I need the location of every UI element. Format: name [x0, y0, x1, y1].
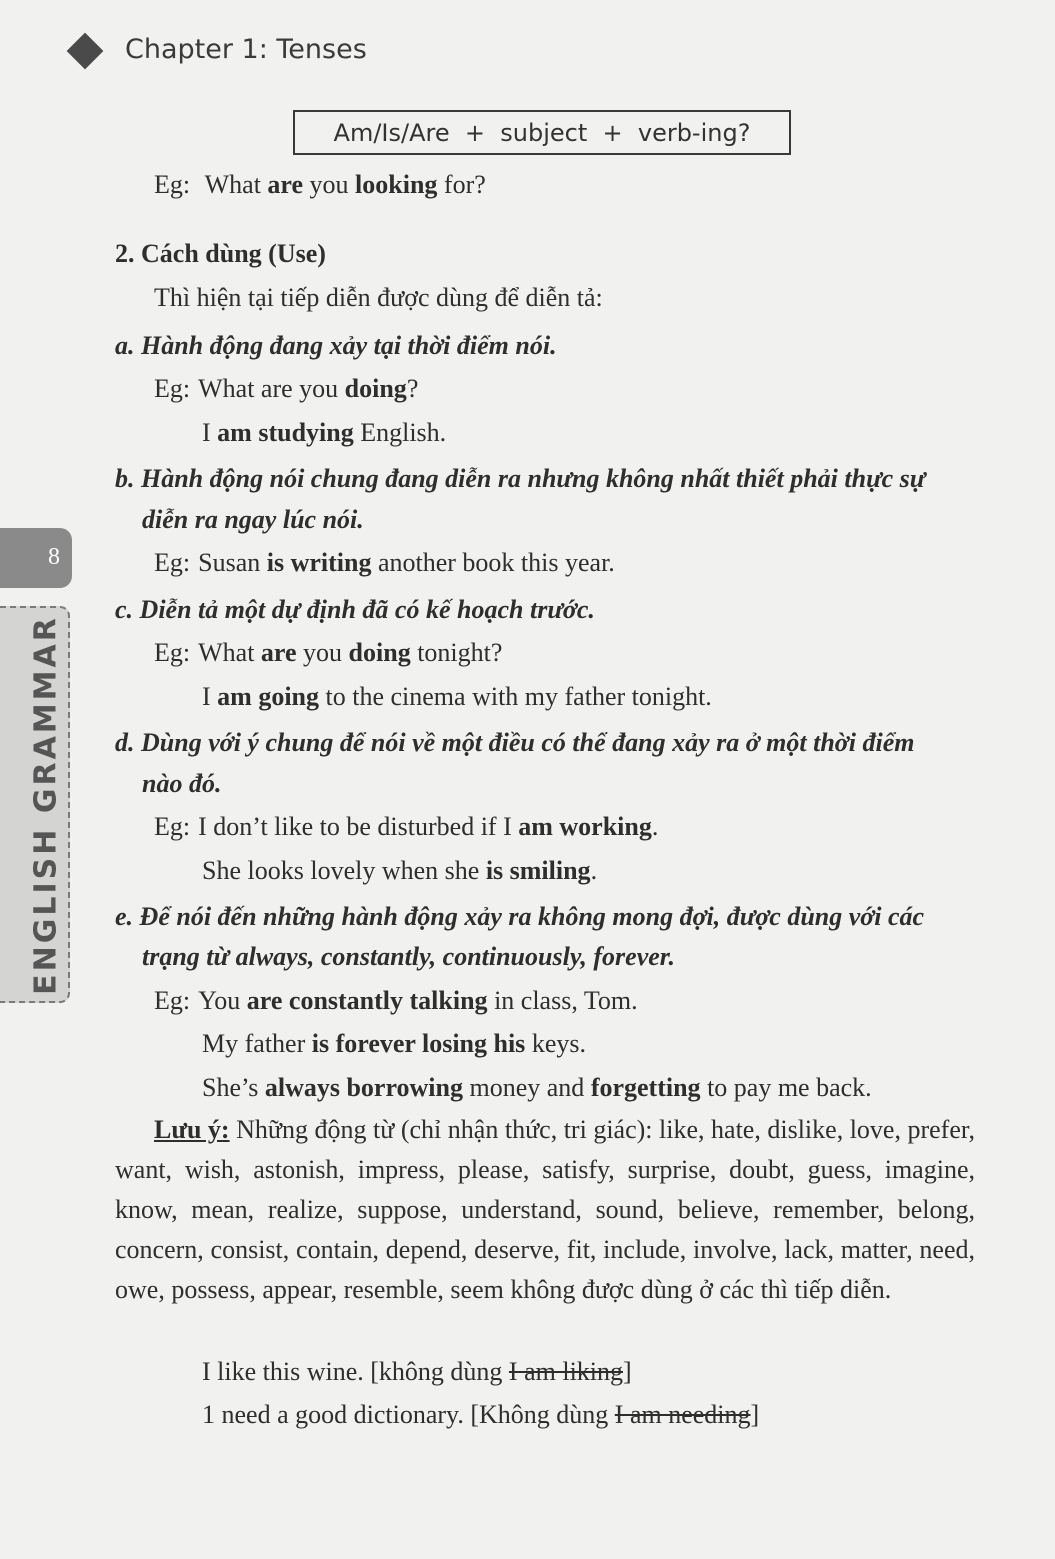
example-text: What are you	[198, 374, 345, 403]
example-text: money and	[463, 1073, 591, 1102]
example-bold: am going	[217, 682, 320, 711]
note-label: Lưu ý:	[154, 1115, 230, 1144]
example-text: You	[198, 986, 247, 1015]
example-bold: are	[260, 638, 297, 667]
formula-box	[293, 110, 791, 155]
eg-label: Eg:	[154, 374, 191, 403]
chapter-title: Chapter 1: Tenses	[125, 34, 367, 65]
eg-label: Eg:	[154, 986, 191, 1015]
note-paragraph	[115, 1110, 975, 1310]
example-bold: doing	[344, 374, 407, 403]
example-text: you	[303, 170, 356, 199]
use-b-example-1	[154, 548, 615, 578]
use-a-example-1	[154, 374, 418, 404]
example-text: ?	[406, 374, 419, 403]
use-b-title-line2: diễn ra ngay lúc nói.	[142, 505, 364, 534]
eg-label: Eg:	[154, 170, 191, 199]
example-bold: am studying	[217, 418, 354, 447]
use-e-example-3	[202, 1073, 872, 1103]
example-text: English.	[353, 418, 447, 447]
eg-label: Eg:	[154, 548, 191, 577]
example-text: in class, Tom.	[487, 986, 638, 1015]
example-bold: forgetting	[590, 1073, 701, 1102]
struck-text: I am liking	[508, 1357, 624, 1386]
use-a-title: a. Hành động đang xảy tại thời điểm nói.	[115, 331, 557, 360]
example-bold: looking	[355, 170, 438, 199]
formula-text: Am/Is/Are + subject + verb-ing?	[333, 118, 751, 147]
example-bold: is forever losing his	[311, 1029, 526, 1058]
use-d-example-2	[202, 856, 597, 886]
use-d-title-line1: d. Dùng với ý chung để nói về một điều có thể đang xảy ra ở một thời điểm	[115, 728, 915, 757]
example-text: I	[202, 682, 218, 711]
section-heading: 2. Cách dùng (Use)	[115, 239, 326, 268]
example-text: to the cinema with my father tonight.	[319, 682, 712, 711]
example-text: What	[204, 170, 268, 199]
use-d-example-1	[154, 812, 658, 842]
example-bold: are	[267, 170, 304, 199]
use-e-title-line2: trạng từ always, constantly, continuously, forever.	[142, 942, 675, 971]
example-text: Susan	[198, 548, 267, 577]
example-text: ]	[750, 1400, 760, 1429]
use-e-example-2	[202, 1029, 586, 1059]
page-number-tab	[0, 528, 72, 588]
example-text: for?	[437, 170, 486, 199]
example-text: My father	[202, 1029, 312, 1058]
example-bold: is smiling	[485, 856, 591, 885]
note-text: Những động từ (chỉ nhận thức, tri giác): like, hate, dislike, love, prefer, want, wish, astonish, impress, please, satisfy, surprise, doubt, guess, imagine, know, mean, realize, suppose, understand, sound, believe, remember, belong, concern, consist, contain, depend, deserve, fit, include, involve, lack, matter, need, owe, possess, appear, resemble, seem không được dùng ở các thì tiếp diễn.	[115, 1115, 976, 1304]
example-text: you	[296, 638, 349, 667]
example-text: I like this wine. [không dùng	[202, 1357, 509, 1386]
page-number: 8	[48, 544, 60, 570]
use-c-example-1	[154, 638, 502, 668]
example-text: I	[202, 418, 218, 447]
example-text: 1 need a good dictionary. [Không dùng	[202, 1400, 615, 1429]
example-text: What	[198, 638, 261, 667]
note-example-2	[202, 1400, 759, 1430]
use-d-title-line2: nào đó.	[142, 769, 222, 798]
use-c-title: c. Diễn tả một dự định đã có kế hoạch trước.	[115, 595, 595, 624]
example-text: another book this year.	[371, 548, 615, 577]
example-question	[154, 170, 486, 200]
example-text: I don’t like to be disturbed if I	[198, 812, 519, 841]
struck-text: I am needing	[614, 1400, 751, 1429]
use-c-example-2	[202, 682, 712, 712]
example-text: She looks lovely when she	[202, 856, 486, 885]
example-text: She’s	[202, 1073, 265, 1102]
use-e-title-line1: e. Để nói đến những hành động xảy ra không mong đợi, được dùng với các	[115, 902, 925, 931]
example-bold: am working	[518, 812, 652, 841]
use-b-title-line1: b. Hành động nói chung đang diễn ra nhưng không nhất thiết phải thực sự	[115, 464, 926, 493]
chapter-diamond-icon	[67, 33, 104, 70]
example-text: to pay me back.	[700, 1073, 872, 1102]
use-a-example-2	[202, 418, 446, 448]
example-bold: doing	[348, 638, 411, 667]
example-bold: is writing	[266, 548, 372, 577]
use-e-example-1	[154, 986, 638, 1016]
example-text: .	[590, 856, 598, 885]
example-text: .	[651, 812, 659, 841]
section-intro: Thì hiện tại tiếp diễn được dùng để diễn tả:	[154, 283, 603, 312]
eg-label: Eg:	[154, 812, 191, 841]
book-title-label: ENGLISH GRAMMAR	[28, 615, 64, 995]
example-text: ]	[623, 1357, 632, 1386]
example-text: tonight?	[410, 638, 503, 667]
example-text: keys.	[525, 1029, 586, 1058]
eg-label: Eg:	[154, 638, 191, 667]
example-bold: always borrowing	[264, 1073, 463, 1102]
example-bold: are constantly talking	[246, 986, 488, 1015]
note-example-1	[202, 1357, 632, 1387]
